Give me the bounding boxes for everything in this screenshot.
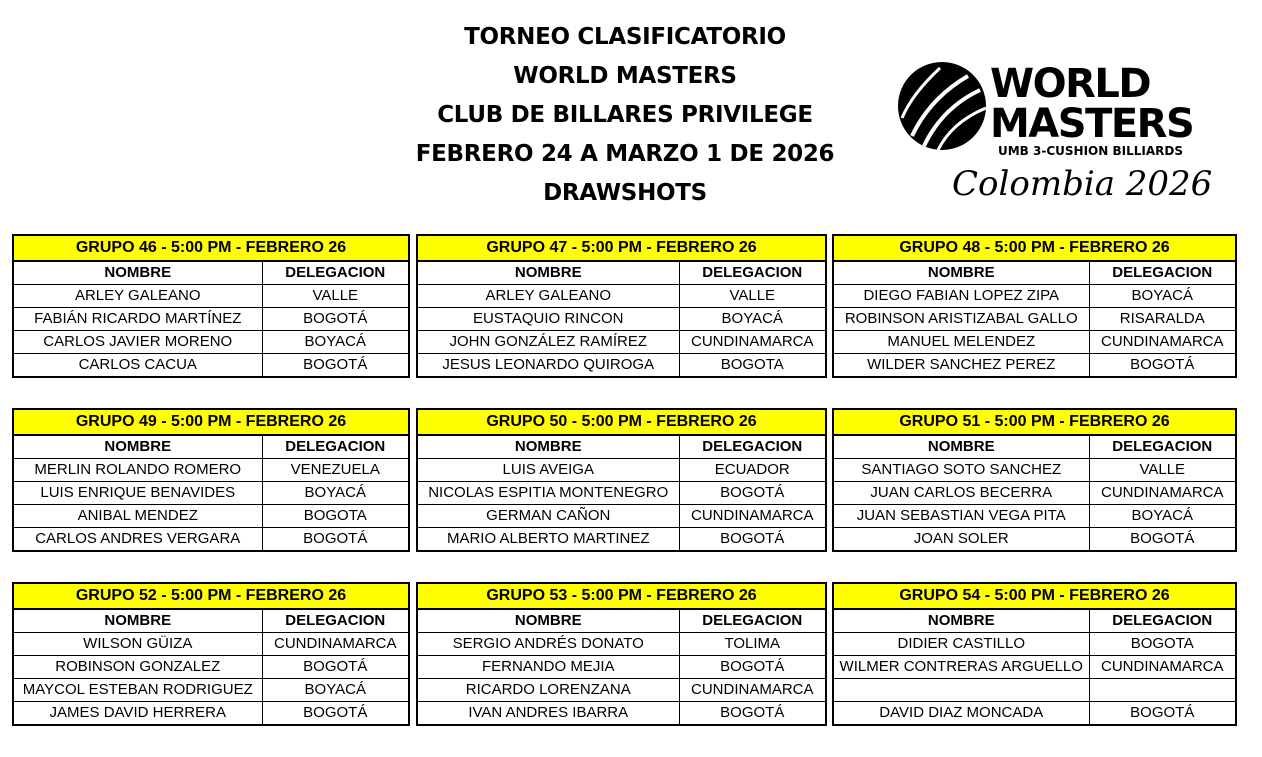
player-name: ARLEY GALEANO <box>417 285 679 308</box>
player-delegation: BOGOTÁ <box>679 482 826 505</box>
table-row <box>417 354 826 378</box>
group-table-51 <box>832 408 1237 552</box>
group-title: GRUPO 52 - 5:00 PM - FEBRERO 26 <box>13 583 409 609</box>
column-header-delegation: DELEGACION <box>679 609 826 633</box>
document-header <box>400 18 850 213</box>
table-row <box>13 528 409 552</box>
billiard-ball-icon <box>890 58 990 158</box>
player-delegation: BOGOTÁ <box>1089 528 1236 552</box>
table-row <box>833 459 1236 482</box>
logo-word-world: WORLD <box>990 61 1151 107</box>
column-header-name: NOMBRE <box>13 435 262 459</box>
table-row <box>13 656 409 679</box>
group-table-54 <box>832 582 1237 726</box>
player-delegation: BOGOTÁ <box>262 308 409 331</box>
header-line-dates: FEBRERO 24 A MARZO 1 DE 2026 <box>415 141 835 167</box>
player-name: JUAN SEBASTIAN VEGA PITA <box>833 505 1089 528</box>
player-name: IVAN ANDRES IBARRA <box>417 702 679 726</box>
world-masters-logo <box>890 58 1213 208</box>
column-header-delegation: DELEGACION <box>262 261 409 285</box>
table-row <box>417 505 826 528</box>
table-row <box>13 679 409 702</box>
table-row <box>417 679 826 702</box>
player-delegation: BOGOTÁ <box>262 528 409 552</box>
player-name: ROBINSON ARISTIZABAL GALLO <box>833 308 1089 331</box>
table-row <box>833 354 1236 378</box>
player-name: MERLIN ROLANDO ROMERO <box>13 459 262 482</box>
group-table-53 <box>416 582 827 726</box>
table-row <box>833 679 1236 702</box>
table-row <box>417 528 826 552</box>
player-delegation <box>1089 679 1236 702</box>
column-header-name: NOMBRE <box>13 609 262 633</box>
player-name: DAVID DIAZ MONCADA <box>833 702 1089 726</box>
player-delegation: BOYACÁ <box>1089 505 1236 528</box>
logo-script-text: Colombia 2026 <box>952 164 1213 204</box>
player-delegation: VENEZUELA <box>262 459 409 482</box>
player-name: RICARDO LORENZANA <box>417 679 679 702</box>
table-row <box>833 482 1236 505</box>
player-name: GERMAN CAÑON <box>417 505 679 528</box>
player-delegation: BOYACÁ <box>262 331 409 354</box>
player-name: JOAN SOLER <box>833 528 1089 552</box>
player-delegation: BOGOTÁ <box>1089 354 1236 378</box>
player-delegation: BOGOTÁ <box>262 702 409 726</box>
player-name: ARLEY GALEANO <box>13 285 262 308</box>
player-delegation: BOYACÁ <box>262 679 409 702</box>
table-row <box>417 331 826 354</box>
logo-tagline: UMB 3-CUSHION BILLIARDS <box>998 144 1183 158</box>
player-delegation: CUNDINAMARCA <box>679 331 826 354</box>
player-delegation: BOGOTÁ <box>679 528 826 552</box>
logo-word-masters: MASTERS <box>990 101 1194 147</box>
player-delegation: VALLE <box>262 285 409 308</box>
player-delegation: BOGOTÁ <box>262 656 409 679</box>
player-name <box>833 679 1089 702</box>
column-header-name: NOMBRE <box>417 435 679 459</box>
player-name: MARIO ALBERTO MARTINEZ <box>417 528 679 552</box>
group-table-50 <box>416 408 827 552</box>
player-name: NICOLAS ESPITIA MONTENEGRO <box>417 482 679 505</box>
table-row <box>417 482 826 505</box>
player-name: WILSON GÜIZA <box>13 633 262 656</box>
table-row <box>13 702 409 726</box>
player-name: DIDIER CASTILLO <box>833 633 1089 656</box>
player-name: EUSTAQUIO RINCON <box>417 308 679 331</box>
table-row <box>13 459 409 482</box>
player-delegation: BOYACÁ <box>679 308 826 331</box>
table-row <box>833 308 1236 331</box>
group-table-48 <box>832 234 1237 378</box>
player-delegation: BOGOTA <box>679 354 826 378</box>
player-delegation: CUNDINAMARCA <box>262 633 409 656</box>
player-delegation: VALLE <box>679 285 826 308</box>
player-name: CARLOS ANDRES VERGARA <box>13 528 262 552</box>
column-header-delegation: DELEGACION <box>679 435 826 459</box>
header-line-venue: CLUB DE BILLARES PRIVILEGE <box>437 102 813 128</box>
column-header-name: NOMBRE <box>13 261 262 285</box>
group-title: GRUPO 48 - 5:00 PM - FEBRERO 26 <box>833 235 1236 261</box>
player-name: LUIS ENRIQUE BENAVIDES <box>13 482 262 505</box>
group-title: GRUPO 46 - 5:00 PM - FEBRERO 26 <box>13 235 409 261</box>
table-row <box>833 505 1236 528</box>
player-delegation: CUNDINAMARCA <box>679 505 826 528</box>
player-name: ROBINSON GONZALEZ <box>13 656 262 679</box>
table-row <box>13 633 409 656</box>
group-title: GRUPO 54 - 5:00 PM - FEBRERO 26 <box>833 583 1236 609</box>
table-row <box>417 656 826 679</box>
group-title: GRUPO 53 - 5:00 PM - FEBRERO 26 <box>417 583 826 609</box>
player-name: JAMES DAVID HERRERA <box>13 702 262 726</box>
group-title: GRUPO 49 - 5:00 PM - FEBRERO 26 <box>13 409 409 435</box>
player-delegation: RISARALDA <box>1089 308 1236 331</box>
header-line-tournament: TORNEO CLASIFICATORIO <box>464 24 786 50</box>
player-delegation: BOGOTÁ <box>679 656 826 679</box>
player-name: DIEGO FABIAN LOPEZ ZIPA <box>833 285 1089 308</box>
player-name: JUAN CARLOS BECERRA <box>833 482 1089 505</box>
group-table-46 <box>12 234 410 378</box>
table-row <box>417 459 826 482</box>
player-name: FERNANDO MEJIA <box>417 656 679 679</box>
table-row <box>13 505 409 528</box>
column-header-delegation: DELEGACION <box>1089 609 1236 633</box>
column-header-name: NOMBRE <box>417 261 679 285</box>
table-row <box>13 285 409 308</box>
player-delegation: BOGOTÁ <box>262 354 409 378</box>
group-title: GRUPO 47 - 5:00 PM - FEBRERO 26 <box>417 235 826 261</box>
table-row <box>833 331 1236 354</box>
group-title: GRUPO 50 - 5:00 PM - FEBRERO 26 <box>417 409 826 435</box>
player-name: MANUEL MELENDEZ <box>833 331 1089 354</box>
table-row <box>833 528 1236 552</box>
column-header-delegation: DELEGACION <box>1089 435 1236 459</box>
column-header-delegation: DELEGACION <box>262 609 409 633</box>
player-delegation: CUNDINAMARCA <box>1089 656 1236 679</box>
player-name: ANIBAL MENDEZ <box>13 505 262 528</box>
group-title: GRUPO 51 - 5:00 PM - FEBRERO 26 <box>833 409 1236 435</box>
player-delegation: CUNDINAMARCA <box>1089 331 1236 354</box>
player-name: JESUS LEONARDO QUIROGA <box>417 354 679 378</box>
player-delegation: CUNDINAMARCA <box>679 679 826 702</box>
column-header-delegation: DELEGACION <box>262 435 409 459</box>
player-delegation: BOYACÁ <box>1089 285 1236 308</box>
column-header-name: NOMBRE <box>833 435 1089 459</box>
table-row <box>13 482 409 505</box>
player-delegation: VALLE <box>1089 459 1236 482</box>
player-delegation: BOGOTÁ <box>1089 702 1236 726</box>
player-delegation: BOYACÁ <box>262 482 409 505</box>
player-delegation: ECUADOR <box>679 459 826 482</box>
table-row <box>417 702 826 726</box>
player-name: MAYCOL ESTEBAN RODRIGUEZ <box>13 679 262 702</box>
table-row <box>833 285 1236 308</box>
player-name: JOHN GONZÁLEZ RAMÍREZ <box>417 331 679 354</box>
player-delegation: BOGOTÁ <box>679 702 826 726</box>
table-row <box>833 702 1236 726</box>
header-line-event: WORLD MASTERS <box>513 63 737 89</box>
player-name: WILDER SANCHEZ PEREZ <box>833 354 1089 378</box>
player-name: WILMER CONTRERAS ARGUELLO <box>833 656 1089 679</box>
player-name: LUIS AVEIGA <box>417 459 679 482</box>
group-table-52 <box>12 582 410 726</box>
column-header-name: NOMBRE <box>833 261 1089 285</box>
column-header-delegation: DELEGACION <box>1089 261 1236 285</box>
player-delegation: BOGOTA <box>1089 633 1236 656</box>
header-line-category: DRAWSHOTS <box>543 180 707 206</box>
group-table-49 <box>12 408 410 552</box>
column-header-name: NOMBRE <box>417 609 679 633</box>
group-table-47 <box>416 234 827 378</box>
player-name: FABIÁN RICARDO MARTÍNEZ <box>13 308 262 331</box>
player-name: SERGIO ANDRÉS DONATO <box>417 633 679 656</box>
table-row <box>13 331 409 354</box>
table-row <box>417 633 826 656</box>
column-header-name: NOMBRE <box>833 609 1089 633</box>
table-row <box>833 633 1236 656</box>
column-header-delegation: DELEGACION <box>679 261 826 285</box>
table-row <box>13 308 409 331</box>
player-delegation: TOLIMA <box>679 633 826 656</box>
table-row <box>417 308 826 331</box>
player-delegation: BOGOTA <box>262 505 409 528</box>
player-name: SANTIAGO SOTO SANCHEZ <box>833 459 1089 482</box>
table-row <box>13 354 409 378</box>
player-delegation: CUNDINAMARCA <box>1089 482 1236 505</box>
table-row <box>833 656 1236 679</box>
table-row <box>417 285 826 308</box>
player-name: CARLOS JAVIER MORENO <box>13 331 262 354</box>
player-name: CARLOS CACUA <box>13 354 262 378</box>
